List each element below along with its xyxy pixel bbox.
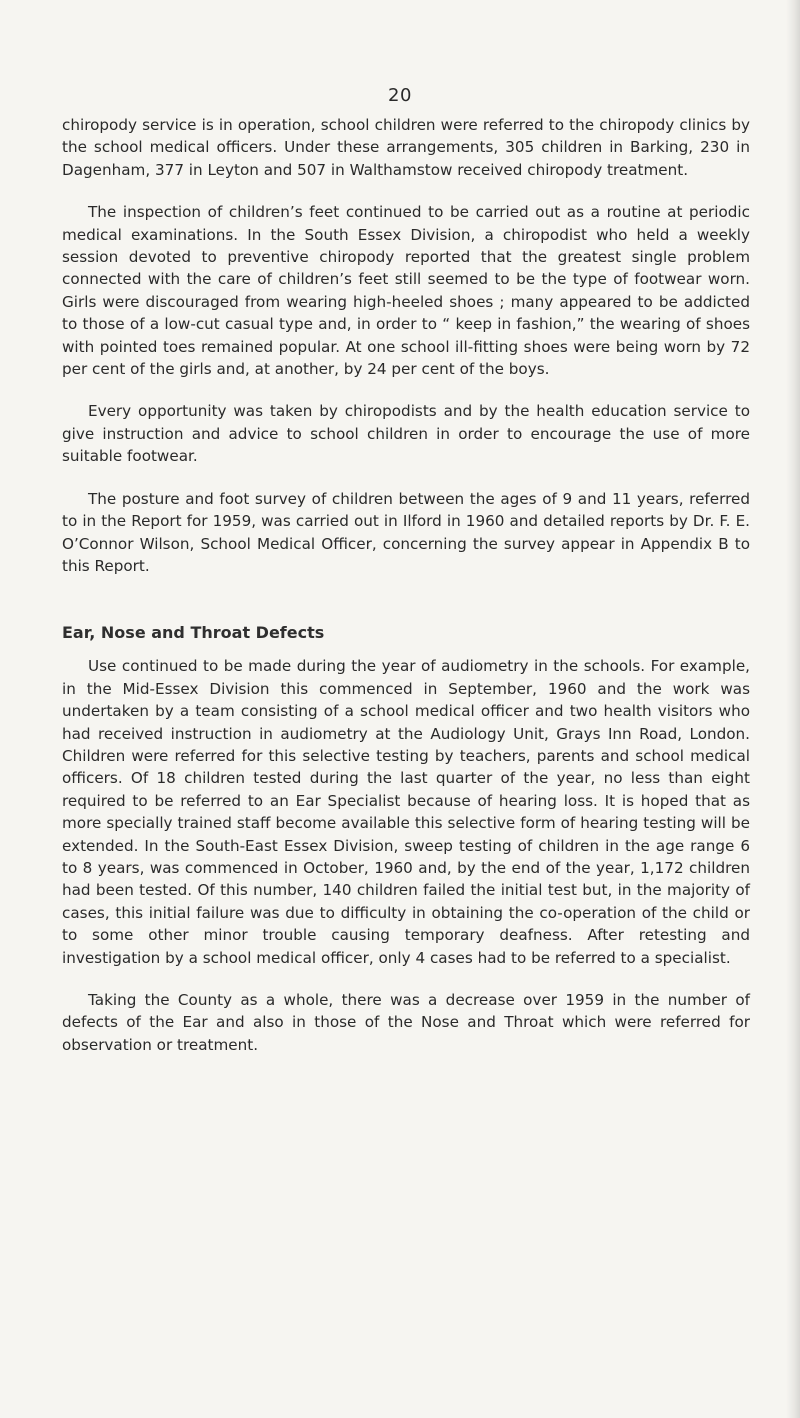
paragraph-gap [62, 380, 750, 400]
paragraph-audiometry: Use continued to be made during the year of audiometry in the schools. For example, in the Mid-Essex Division this commenced in September, 1960 and the work was undertaken by a team consisting of a school medical officer and two health visitors who had received instruction in audiometry at the Audiology Unit, Grays Inn Road, London. Children were referred for this selective testing by teachers, parents and school medical officers. Of 18 children tested during the last quarter of the year, no less than eight required to be referred to an Ear Specialist because of hearing loss. It is hoped that as more specially trained staff become available this selective form of hearing testing will be extended. In the South-East Essex Division, sweep testing of children in the age range 6 to 8 years, was commenced in October, 1960 and, by the end of the year, 1,172 children had been tested. Of this number, 140 children failed the initial test but, in the majority of cases, this initial failure was due to difficulty in obtaining the co-operation of the child or to some other minor trouble causing temporary deafness. After retesting and investigation by a school medical officer, only 4 cases had to be referred to a specialist. [62, 657, 750, 967]
page-number: 20 [388, 85, 412, 106]
paragraph-chiropody-service: chiropody service is in operation, school children were referred to the chiropody clinics by the school medical officers. Under these arrangements, 305 children in Barking, 230 in Dagenham, 377 in Leyton and 507 in Walthamstow received chiropody treatment. [62, 116, 750, 179]
paragraph-health-education: Every opportunity was taken by chiropodists and by the health education service to give instruction and advice to school children in order to encourage the use of more suitable footwear. [62, 402, 750, 466]
page-edge-shadow [786, 0, 800, 1418]
paragraph-posture-survey: The posture and foot survey of children between the ages of 9 and 11 years, referred to in the Report for 1959, was carried out in Ilford in 1960 and detailed reports by Dr. F. E. O’Connor Wilson, School Medical Officer, concerning the survey appear in Appendix B to this Report. [62, 489, 750, 575]
document-body [62, 114, 750, 1056]
paragraph-gap [62, 468, 750, 488]
paragraph-gap [62, 181, 750, 201]
paragraph-county-summary: Taking the County as a whole, there was a decrease over 1959 in the number of defects of the Ear and also in those of the Nose and Throat which were referred for observation or treatment. [62, 991, 750, 1054]
section-gap [62, 577, 750, 621]
paragraph-gap [62, 969, 750, 989]
section-heading: Ear, Nose and Throat Defects [62, 623, 325, 643]
paragraph-feet-inspection: The inspection of children’s feet continued to be carried out as a routine at periodic medical examinations. In the South Essex Division, a chiropodist who held a weekly session devoted to preventive chiropody reported that the greatest single problem connected with the care of children’s feet still seemed to be the type of footwear worn. Girls were discouraged from wearing high-heeled shoes ; many appeared to be addicted to those of a low-cut casual type and, in order to “ keep in fashion,” the wearing of shoes with pointed toes remained popular. At one school ill-fitting shoes were being worn by 72 per cent of the girls and, at another, by 24 per cent of the boys. [62, 203, 750, 379]
